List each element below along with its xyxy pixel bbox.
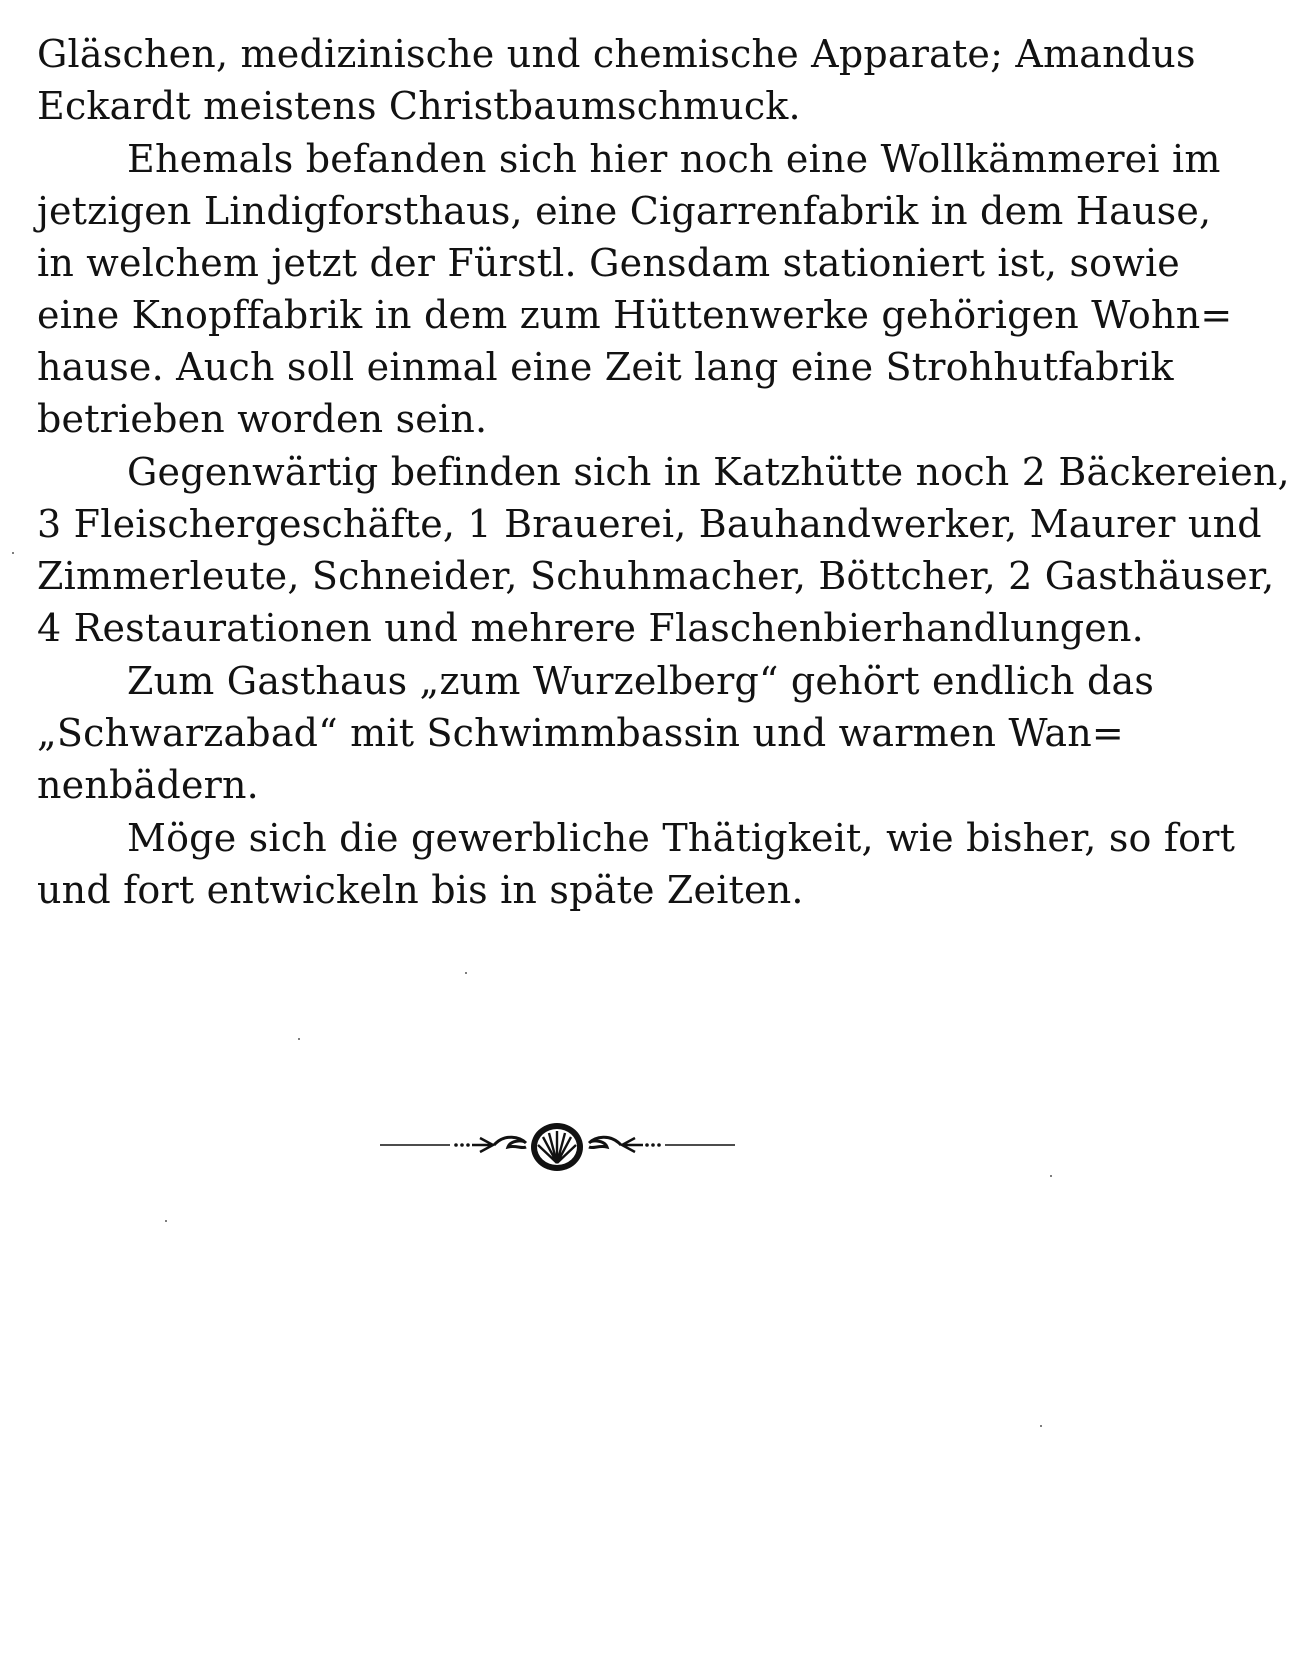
paragraph-start-line: Gegenwärtig befinden sich in Katzhütte noch 2 Bäckereien, (127, 450, 1290, 494)
paragraph-start-line: Zum Gasthaus „zum Wurzelberg“ gehört endlich das (127, 659, 1155, 703)
text-line: betrieben worden sein. (37, 397, 488, 441)
text-line: und fort entwickeln bis in späte Zeiten. (37, 868, 804, 912)
text-line: hause. Auch soll einmal eine Zeit lang eine Strohhutfabrik (37, 345, 1174, 389)
print-speck (1040, 1425, 1042, 1427)
text-line: Eckardt meistens Christbaumschmuck. (37, 84, 801, 128)
text-line: in welchem jetzt der Fürstl. Gensdam stationiert ist, sowie (37, 241, 1180, 285)
print-speck (298, 1038, 300, 1040)
text-line: 4 Restaurationen und mehrere Flaschenbierhandlungen. (37, 606, 1144, 650)
text-line: nenbädern. (37, 763, 259, 807)
decorative-ornament-icon (380, 1115, 735, 1175)
text-line: jetzigen Lindigforsthaus, eine Cigarrenfabrik in dem Hause, (37, 189, 1212, 233)
print-speck (1050, 1175, 1052, 1177)
text-line: 3 Fleischergeschäfte, 1 Brauerei, Bauhandwerker, Maurer und (37, 502, 1262, 546)
print-speck (465, 972, 467, 974)
paragraph-start-line: Möge sich die gewerbliche Thätigkeit, wie bisher, so fort (127, 816, 1236, 860)
text-line: Gläschen, medizinische und chemische Apparate; Amandus (37, 32, 1196, 76)
print-speck (12, 552, 14, 554)
paragraph-start-line: Ehemals befanden sich hier noch eine Wollkämmerei im (127, 137, 1221, 181)
text-line: eine Knopffabrik in dem zum Hüttenwerke gehörigen Wohn= (37, 293, 1233, 337)
print-speck (165, 1220, 167, 1222)
text-line: „Schwarzabad“ mit Schwimmbassin und warmen Wan= (37, 711, 1124, 755)
text-line: Zimmerleute, Schneider, Schuhmacher, Böttcher, 2 Gasthäuser, (37, 554, 1275, 598)
